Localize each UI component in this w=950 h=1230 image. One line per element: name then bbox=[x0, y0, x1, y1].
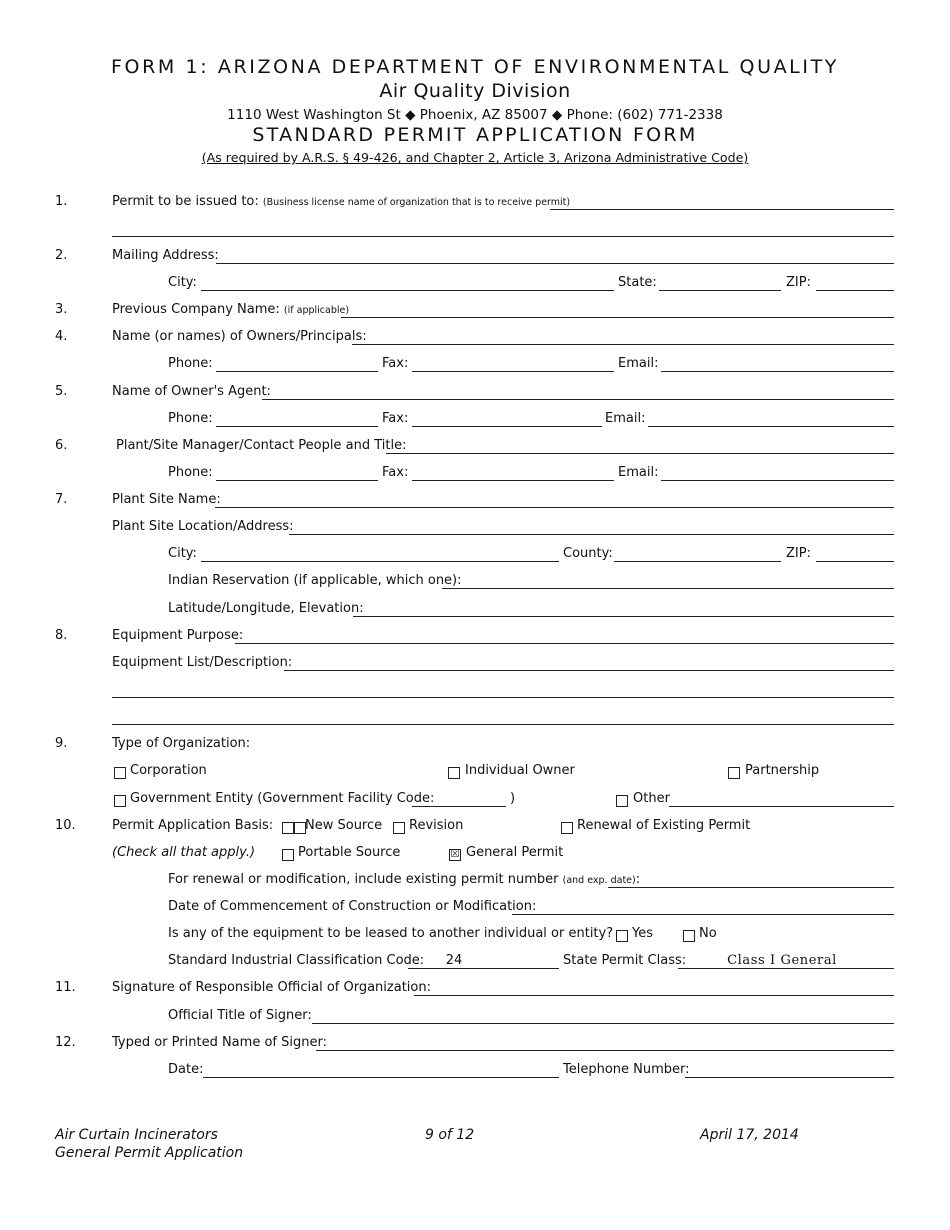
manager-fax-label: Fax: bbox=[382, 465, 409, 480]
mailing-address-label: Mailing Address: bbox=[112, 248, 219, 263]
signature-date-field[interactable] bbox=[203, 1062, 559, 1078]
plant-county-field[interactable] bbox=[614, 546, 781, 562]
plant-county-label: County: bbox=[563, 546, 613, 561]
item-number-7: 7. bbox=[55, 492, 68, 507]
government-entity-checkbox[interactable] bbox=[114, 795, 126, 807]
latlong-field[interactable] bbox=[353, 601, 894, 617]
leased-no-label: No bbox=[699, 926, 717, 941]
owners-label: Name (or names) of Owners/Principals: bbox=[112, 329, 367, 344]
agent-email-field[interactable] bbox=[648, 411, 894, 427]
check-all-note: (Check all that apply.) bbox=[112, 845, 256, 860]
owners-email-label: Email: bbox=[618, 356, 659, 371]
corporation-checkbox[interactable] bbox=[114, 767, 126, 779]
government-entity-close: ) bbox=[510, 791, 516, 806]
equipment-purpose-field[interactable] bbox=[235, 628, 894, 644]
signer-title-field[interactable] bbox=[312, 1008, 894, 1024]
plant-city-field[interactable] bbox=[201, 546, 559, 562]
signature-date-label: Date: bbox=[168, 1062, 204, 1077]
item-number-12: 12. bbox=[55, 1035, 76, 1050]
commencement-date-field[interactable] bbox=[512, 899, 894, 915]
signer-name-label: Typed or Printed Name of Signer: bbox=[112, 1035, 327, 1050]
manager-phone-label: Phone: bbox=[168, 465, 213, 480]
corporation-label: Corporation bbox=[130, 763, 207, 778]
agent-fax-label: Fax: bbox=[382, 411, 409, 426]
renewal-label: Renewal of Existing Permit bbox=[577, 818, 751, 833]
portable-source-label: Portable Source bbox=[298, 845, 401, 860]
item-number-10: 10. bbox=[55, 818, 76, 833]
other-field[interactable] bbox=[669, 791, 894, 807]
sic-code-value: 24 bbox=[445, 953, 463, 968]
owners-phone-label: Phone: bbox=[168, 356, 213, 371]
mailing-state-label: State: bbox=[618, 275, 657, 290]
permittee-field-line2[interactable] bbox=[112, 221, 894, 237]
plant-city-label: City: bbox=[168, 546, 197, 561]
equipment-purpose-label: Equipment Purpose: bbox=[112, 628, 244, 643]
item-number-3: 3. bbox=[55, 302, 68, 317]
agency-address: 1110 West Washington St ◆ Phoenix, AZ 85007 ◆ Phone: (602) 771-2338 bbox=[227, 107, 723, 123]
reservation-label: Indian Reservation (if applicable, which one): bbox=[168, 573, 462, 588]
division-name: Air Quality Division bbox=[379, 80, 571, 102]
renewal-checkbox[interactable] bbox=[561, 822, 573, 834]
general-permit-checkbox[interactable] bbox=[449, 849, 461, 861]
government-facility-code-field[interactable] bbox=[412, 791, 506, 807]
mailing-address-field[interactable] bbox=[216, 248, 894, 264]
previous-company-field[interactable] bbox=[341, 302, 894, 318]
individual-owner-checkbox[interactable] bbox=[448, 767, 460, 779]
equipment-list-field-line2[interactable] bbox=[112, 682, 894, 698]
leased-yes-label: Yes bbox=[632, 926, 653, 941]
equipment-list-field-line3[interactable] bbox=[112, 709, 894, 725]
government-entity-label: Government Entity (Government Facility Code: bbox=[130, 791, 435, 806]
item-number-4: 4. bbox=[55, 329, 68, 344]
plant-zip-field[interactable] bbox=[816, 546, 894, 562]
manager-email-field[interactable] bbox=[661, 465, 894, 481]
new-source-label: New Source bbox=[305, 818, 383, 833]
mailing-city-label: City: bbox=[168, 275, 197, 290]
footer-doc-title: Air Curtain Incinerators bbox=[55, 1127, 218, 1143]
form-title: FORM 1: ARIZONA DEPARTMENT OF ENVIRONMENTAL QUALITY bbox=[111, 56, 839, 78]
telephone-number-label: Telephone Number: bbox=[563, 1062, 690, 1077]
telephone-number-field[interactable] bbox=[685, 1062, 894, 1078]
mailing-state-field[interactable] bbox=[659, 275, 781, 291]
partnership-checkbox[interactable] bbox=[728, 767, 740, 779]
equipment-list-field[interactable] bbox=[284, 655, 894, 671]
permittee-field[interactable] bbox=[550, 194, 894, 210]
permittee-label: Permit to be issued to: (Business license name of organization that is to receive permit) bbox=[112, 194, 571, 209]
state-permit-class-value: Class I General bbox=[727, 953, 837, 968]
owners-email-field[interactable] bbox=[661, 356, 894, 372]
individual-owner-label: Individual Owner bbox=[465, 763, 575, 778]
agent-phone-label: Phone: bbox=[168, 411, 213, 426]
revision-label: Revision bbox=[409, 818, 464, 833]
state-permit-class-label: State Permit Class: bbox=[563, 953, 687, 968]
reservation-field[interactable] bbox=[442, 573, 894, 589]
signature-field[interactable] bbox=[414, 980, 894, 996]
item-number-5: 5. bbox=[55, 384, 68, 399]
owners-phone-field[interactable] bbox=[216, 356, 378, 372]
legal-requirement: (As required by A.R.S. § 49-426, and Chapter 2, Article 3, Arizona Administrative Code) bbox=[201, 150, 749, 165]
plant-site-name-field[interactable] bbox=[215, 492, 894, 508]
plant-zip-label: ZIP: bbox=[786, 546, 811, 561]
agent-field[interactable] bbox=[262, 384, 894, 400]
organization-type-label: Type of Organization: bbox=[112, 736, 251, 751]
manager-email-label: Email: bbox=[618, 465, 659, 480]
leased-yes-checkbox[interactable] bbox=[616, 930, 628, 942]
signer-name-field[interactable] bbox=[316, 1035, 894, 1051]
site-manager-label: Plant/Site Manager/Contact People and Title: bbox=[116, 438, 407, 453]
partnership-label: Partnership bbox=[745, 763, 820, 778]
sic-code-label: Standard Industrial Classification Code: bbox=[168, 953, 425, 968]
item-number-11: 11. bbox=[55, 980, 76, 995]
site-manager-field[interactable] bbox=[386, 438, 894, 454]
other-label: Other bbox=[633, 791, 670, 806]
owners-fax-field[interactable] bbox=[412, 356, 614, 372]
item-number-2: 2. bbox=[55, 248, 68, 263]
revision-checkbox[interactable] bbox=[393, 822, 405, 834]
footer-date: April 17, 2014 bbox=[700, 1127, 799, 1143]
leased-question-label: Is any of the equipment to be leased to another individual or entity? bbox=[168, 926, 614, 941]
manager-fax-field[interactable] bbox=[412, 465, 614, 481]
latlong-label: Latitude/Longitude, Elevation: bbox=[168, 601, 364, 616]
agent-label: Name of Owner's Agent: bbox=[112, 384, 271, 399]
other-checkbox[interactable] bbox=[616, 795, 628, 807]
signature-label: Signature of Responsible Official of Organization: bbox=[112, 980, 431, 995]
general-permit-label: General Permit bbox=[466, 845, 564, 860]
general-permit-check-mark: ☒ bbox=[450, 849, 460, 860]
leased-no-checkbox[interactable] bbox=[683, 930, 695, 942]
existing-permit-field[interactable] bbox=[608, 872, 894, 888]
agent-fax-field[interactable] bbox=[412, 411, 602, 427]
form-name: STANDARD PERMIT APPLICATION FORM bbox=[252, 124, 698, 146]
previous-company-label: Previous Company Name: (if applicable) bbox=[112, 302, 350, 317]
manager-phone-field[interactable] bbox=[216, 465, 378, 481]
item-number-9: 9. bbox=[55, 736, 68, 751]
application-basis-label: Permit Application Basis: bbox=[112, 818, 274, 833]
commencement-date-label: Date of Commencement of Construction or Modification: bbox=[168, 899, 537, 914]
mailing-zip-field[interactable] bbox=[816, 275, 894, 291]
owners-field[interactable] bbox=[352, 329, 894, 345]
owners-fax-label: Fax: bbox=[382, 356, 409, 371]
item-number-8: 8. bbox=[55, 628, 68, 643]
footer-page-number: 9 of 12 bbox=[425, 1127, 475, 1143]
plant-location-label: Plant Site Location/Address: bbox=[112, 519, 294, 534]
new-source-checkbox-a[interactable] bbox=[282, 822, 294, 834]
item-number-6: 6. bbox=[55, 438, 68, 453]
existing-permit-label: For renewal or modification, include existing permit number (and exp. date): bbox=[168, 872, 641, 887]
plant-location-field[interactable] bbox=[289, 519, 894, 535]
footer-doc-subtitle: General Permit Application bbox=[55, 1145, 244, 1161]
mailing-zip-label: ZIP: bbox=[786, 275, 811, 290]
plant-site-name-label: Plant Site Name: bbox=[112, 492, 221, 507]
portable-source-checkbox[interactable] bbox=[282, 849, 294, 861]
agent-email-label: Email: bbox=[605, 411, 646, 426]
signer-title-label: Official Title of Signer: bbox=[168, 1008, 312, 1023]
equipment-list-label: Equipment List/Description: bbox=[112, 655, 293, 670]
item-number-1: 1. bbox=[55, 194, 68, 209]
agent-phone-field[interactable] bbox=[216, 411, 378, 427]
mailing-city-field[interactable] bbox=[201, 275, 614, 291]
